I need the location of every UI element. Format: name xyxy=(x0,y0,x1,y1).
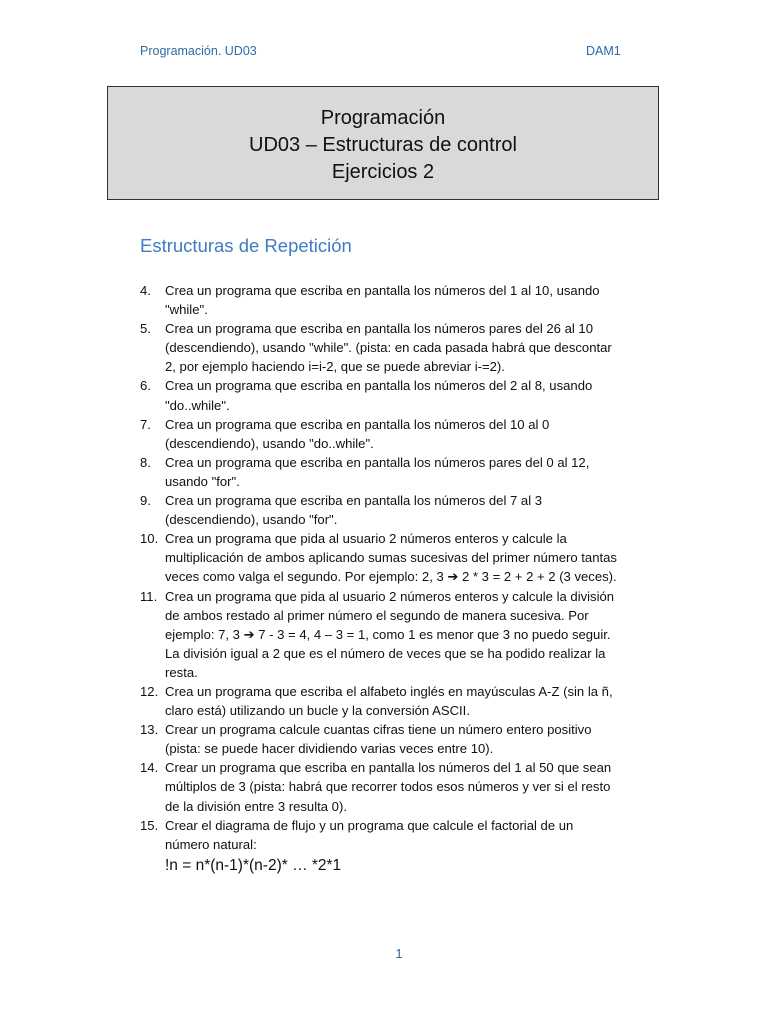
exercise-text-line: Crea un programa que pida al usuario 2 números enteros y calcule la xyxy=(165,531,567,547)
title-box xyxy=(107,86,659,200)
exercise-item xyxy=(140,491,660,529)
exercise-text-line: Crear un programa que escriba en pantalla los números del 1 al 50 que sean xyxy=(165,760,612,776)
exercise-text-line: Crea un programa que escriba en pantalla los números del 1 al 10, usando xyxy=(165,283,600,298)
title-line-exercises: Ejercicios 2 xyxy=(331,161,435,183)
title-line-unit: UD03 – Estructuras de control xyxy=(249,134,517,156)
title-line-subject: Programación xyxy=(320,107,446,129)
exercise-number: 6. xyxy=(140,378,151,394)
exercise-text-line: Crear el diagrama de flujo y un programa que calcule el factorial de un xyxy=(165,817,574,833)
exercise-text-line: claro está) utilizando un bucle y la conversión ASCII. xyxy=(165,703,470,719)
exercise-item xyxy=(140,587,660,682)
exercise-text-line: Crea un programa que pida al usuario 2 números enteros y calcule la división xyxy=(165,588,615,604)
exercise-item xyxy=(140,376,660,414)
exercise-number: 15. xyxy=(140,817,159,833)
exercise-text-line: (descendiendo), usando "for". xyxy=(165,512,338,528)
exercise-number: 14. xyxy=(140,760,159,776)
exercise-text-line: 2, por ejemplo haciendo i=i-2, que se puede abreviar i-=2). xyxy=(165,359,505,375)
exercise-number: 12. xyxy=(140,683,159,699)
exercise-text-line: Crea un programa que escriba en pantalla los números del 10 al 0 xyxy=(165,416,550,432)
exercise-text-line: Crea un programa que escriba en pantalla los números pares del 0 al 12, xyxy=(165,454,590,470)
exercise-text-line: (pista: se puede hacer dividiendo varias veces entre 10). xyxy=(165,741,494,757)
exercise-text-line: La división igual a 2 que es el número de veces que se ha podido realizar la xyxy=(165,645,606,661)
exercise-text-line: de ambos restado al primer número el segundo de manera sucesiva. Por xyxy=(165,607,589,623)
page-header-right: DAM1 xyxy=(586,44,621,58)
exercise-item xyxy=(140,319,660,376)
exercise-item xyxy=(140,529,660,586)
exercise-text-line: (descendiendo), usando "while". (pista: en cada pasada habrá que descontar xyxy=(165,340,612,356)
exercise-text-line: multiplicación de ambos aplicando sumas sucesivas del primer número tantas xyxy=(165,550,617,566)
exercise-text-line: veces como valga el segundo. Por ejemplo: 2, 3 ➔ 2 * 3 = 2 + 2 + 2 (3 veces). xyxy=(165,569,617,585)
factorial-formula: !n = n*(n-1)*(n-2)* … *2*1 xyxy=(165,856,342,874)
exercise-text-line: "do..while". xyxy=(165,397,230,413)
exercise-number: 10. xyxy=(140,531,159,547)
exercise-item xyxy=(140,281,660,319)
exercise-number: 5. xyxy=(140,321,151,337)
exercise-text-line: Crea un programa que escriba en pantalla los números del 7 al 3 xyxy=(165,493,543,509)
exercise-number: 4. xyxy=(140,283,151,298)
exercise-text-line: de la división entre 3 resulta 0). xyxy=(165,798,347,814)
exercise-number: 8. xyxy=(140,454,151,470)
exercise-text-line: Crea un programa que escriba en pantalla los números pares del 26 al 10 xyxy=(165,321,593,337)
exercise-text-line: (descendiendo), usando "do..while". xyxy=(165,435,374,451)
exercise-number: 11. xyxy=(140,588,158,604)
exercise-list xyxy=(140,281,660,877)
exercise-item xyxy=(140,816,660,877)
exercise-item xyxy=(140,682,660,720)
exercise-text-line: resta. xyxy=(165,664,198,680)
exercise-number: 9. xyxy=(140,493,151,509)
page-header-left: Programación. UD03 xyxy=(140,44,257,58)
page-number: 1 xyxy=(395,946,403,961)
exercise-number: 7. xyxy=(140,416,151,432)
exercise-text-line: "while". xyxy=(165,302,208,318)
exercise-item xyxy=(140,720,660,758)
section-heading: Estructuras de Repetición xyxy=(140,235,352,256)
exercise-item xyxy=(140,415,660,453)
exercise-text-line: múltiplos de 3 (pista: habrá que recorrer todos esos números y ver si el resto xyxy=(165,779,611,795)
exercise-text-line: ejemplo: 7, 3 ➔ 7 - 3 = 4, 4 – 3 = 1, como 1 es menor que 3 no puedo seguir. xyxy=(165,626,611,642)
exercise-text-line: usando "for". xyxy=(165,473,240,489)
exercise-text-line: Crear un programa calcule cuantas cifras tiene un número entero positivo xyxy=(165,722,592,738)
exercise-text-line: Crea un programa que escriba el alfabeto inglés en mayúsculas A-Z (sin la ñ, xyxy=(165,683,613,699)
exercise-item xyxy=(140,453,660,491)
exercise-text-line: Crea un programa que escriba en pantalla los números del 2 al 8, usando xyxy=(165,378,593,394)
exercise-text-line: número natural: xyxy=(165,836,257,852)
exercise-item xyxy=(140,758,660,815)
exercise-number: 13. xyxy=(140,722,159,738)
